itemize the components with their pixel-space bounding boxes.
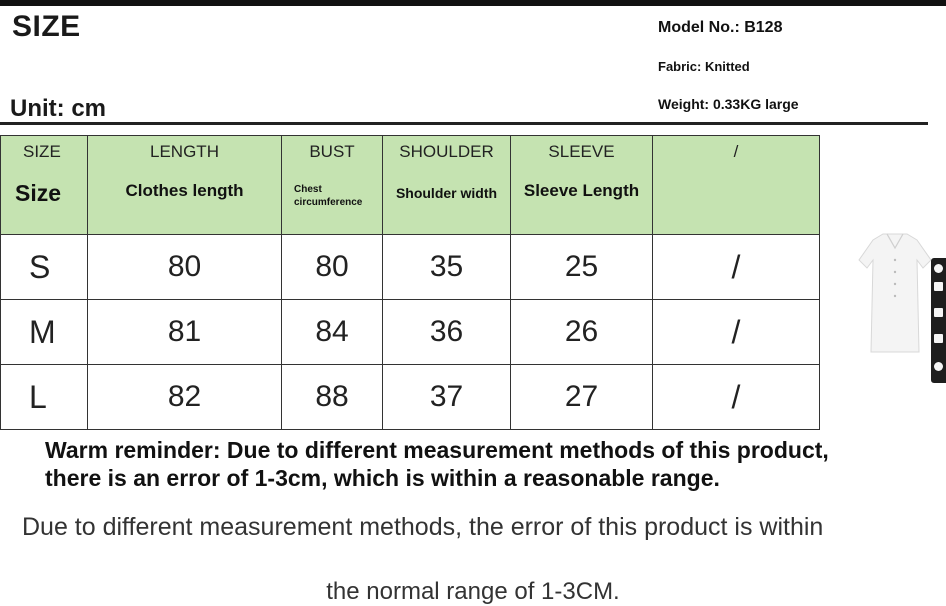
header-code: SIZE — [23, 142, 61, 161]
measurement-note: the normal range of 1-3CM. — [326, 578, 620, 605]
table-row — [1, 300, 820, 365]
model-number: Model No.: B128 — [658, 19, 783, 36]
cell-shoulder: 36 — [383, 300, 511, 365]
divider — [0, 122, 928, 125]
cell-extra: / — [653, 365, 820, 430]
link-icon[interactable] — [934, 264, 943, 273]
dress-thumbnail-icon — [857, 230, 933, 356]
header-shoulder — [383, 136, 511, 235]
header-desc: Clothes length — [125, 181, 244, 200]
header-code: SLEEVE — [548, 142, 615, 161]
cell-length: 82 — [88, 365, 282, 430]
warm-reminder-line: there is an error of 1-3cm, which is within a reasonable range. — [45, 465, 720, 491]
cell-sleeve: 26 — [511, 300, 653, 365]
cell-extra: / — [653, 300, 820, 365]
page-title: SIZE — [12, 10, 81, 43]
header-code: / — [733, 142, 739, 161]
header-length — [88, 136, 282, 235]
cell-size: M — [1, 300, 88, 365]
header-desc: Shoulder width — [395, 185, 498, 201]
header-code: BUST — [309, 142, 355, 161]
cell-bust: 84 — [282, 300, 383, 365]
measurement-note: Due to different measurement methods, the error of this product is within — [22, 513, 824, 541]
cell-length: 81 — [88, 300, 282, 365]
header-desc — [282, 183, 382, 209]
cell-bust: 80 — [282, 235, 383, 300]
floating-toolbar — [931, 258, 946, 383]
header-desc-line: circumference — [294, 197, 363, 208]
table-row — [1, 235, 820, 300]
cell-shoulder: 35 — [383, 235, 511, 300]
weight-info: Weight: 0.33KG large — [658, 96, 799, 112]
cell-size: L — [1, 365, 88, 430]
gear-icon[interactable] — [934, 362, 943, 371]
header-bust — [282, 136, 383, 235]
header-sleeve — [511, 136, 653, 235]
header-desc: Size — [15, 180, 62, 206]
cell-length: 80 — [88, 235, 282, 300]
header-desc-line: Chest — [294, 184, 322, 195]
table-header-row — [1, 136, 820, 235]
size-chart-table — [0, 135, 820, 430]
square-icon[interactable] — [934, 308, 943, 317]
cell-size: S — [1, 235, 88, 300]
cell-shoulder: 37 — [383, 365, 511, 430]
cell-sleeve: 25 — [511, 235, 653, 300]
unit-label: Unit: cm — [10, 95, 106, 122]
header-extra — [653, 136, 820, 235]
header-code: SHOULDER — [399, 142, 494, 161]
top-border — [0, 0, 946, 6]
table-row — [1, 365, 820, 430]
fabric-info: Fabric: Knitted — [658, 59, 750, 74]
cell-sleeve: 27 — [511, 365, 653, 430]
warm-reminder-line: Warm reminder: Due to different measurement methods of this product, — [45, 437, 829, 463]
cell-bust: 88 — [282, 365, 383, 430]
copy-icon[interactable] — [934, 282, 943, 291]
crop-icon[interactable] — [934, 334, 943, 343]
cell-extra: / — [653, 235, 820, 300]
header-desc: Sleeve Length — [523, 181, 640, 200]
header-size — [1, 136, 88, 235]
warm-reminder — [45, 436, 925, 492]
header-code: LENGTH — [150, 142, 219, 161]
